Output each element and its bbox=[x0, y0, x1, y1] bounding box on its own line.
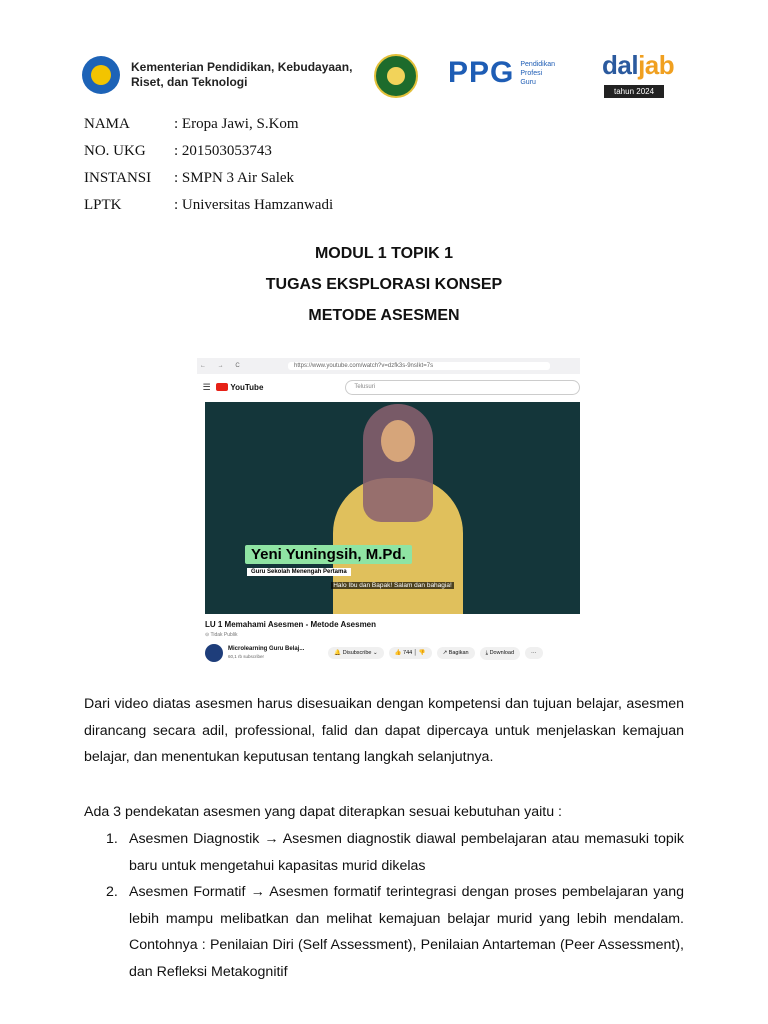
list-text: Asesmen Diagnostik → Asesmen diagnostik diawal pembelajaran atau memasuki topik baru untuk mengetahui kapasitas murid dikelas bbox=[129, 831, 684, 874]
daljab-mark-b: jab bbox=[638, 50, 675, 80]
kemdikbud-logo bbox=[82, 56, 352, 94]
browser-nav-icons: ← → C bbox=[200, 363, 245, 369]
channel-avatar bbox=[205, 644, 223, 662]
university-seal-icon bbox=[374, 54, 418, 98]
daljab-logo bbox=[602, 50, 674, 99]
info-value: : SMPN 3 Air Salek bbox=[174, 170, 295, 186]
lower-third-name: Yeni Yuningsih, M.Pd. bbox=[245, 545, 412, 564]
ppg-sub-3: Guru bbox=[520, 78, 536, 86]
youtube-header bbox=[197, 374, 580, 400]
heading-task: TUGAS EKSPLORASI KONSEP bbox=[265, 276, 503, 293]
list-item bbox=[84, 826, 684, 879]
like-pill: 👍 744 │ 👎 bbox=[389, 647, 432, 659]
identity-block bbox=[84, 116, 333, 224]
channel-name: Microlearning Guru Belaj... bbox=[228, 646, 305, 652]
info-value: : 201503053743 bbox=[174, 143, 272, 159]
youtube-search-box: Telusuri bbox=[345, 380, 580, 395]
info-row bbox=[84, 170, 333, 197]
info-key: INSTANSI bbox=[84, 170, 152, 186]
browser-bar bbox=[197, 358, 580, 374]
download-icon: ⤓ bbox=[485, 649, 489, 656]
ppg-logo bbox=[448, 56, 555, 90]
heading-topic: METODE ASESMEN bbox=[308, 307, 460, 324]
video-visibility: ⊝ Tidak Publik bbox=[205, 632, 238, 638]
daljab-year: tahun 2024 bbox=[604, 85, 664, 98]
subscribe-pill: 🔔 Disubscribe ⌄ bbox=[328, 647, 383, 659]
lower-third-role: Guru Sekolah Menengah Pertama bbox=[247, 568, 351, 576]
kemdikbud-name-line2: Riset, dan Teknologi bbox=[131, 75, 248, 89]
info-value: : Eropa Jawi, S.Kom bbox=[174, 116, 299, 132]
share-pill: ↗ Bagikan bbox=[437, 647, 475, 659]
thumbs-down-icon: 👎 bbox=[418, 650, 426, 656]
youtube-screenshot bbox=[197, 358, 580, 666]
kemdikbud-emblem-icon bbox=[82, 56, 120, 94]
info-value: : Universitas Hamzanwadi bbox=[174, 197, 334, 213]
hamburger-menu-icon: ☰ bbox=[202, 381, 211, 392]
paragraph-approaches: Ada 3 pendekatan asesmen yang dapat diterapkan sesuai kebutuhan yaitu : bbox=[84, 804, 562, 820]
kemdikbud-name-line1: Kementerian Pendidikan, Kebudayaan, bbox=[131, 60, 353, 74]
ppg-mark: PPG bbox=[448, 56, 515, 89]
info-key: LPTK bbox=[84, 197, 122, 213]
approach-list bbox=[84, 826, 684, 985]
download-pill: ⤓ Download bbox=[480, 647, 520, 660]
more-pill: ··· bbox=[525, 647, 543, 659]
info-row bbox=[84, 197, 333, 224]
info-key: NO. UKG bbox=[84, 143, 146, 159]
info-key: NAMA bbox=[84, 116, 130, 132]
youtube-logo: YouTube bbox=[216, 383, 263, 392]
browser-url: https://www.youtube.com/watch?v=dzfk3s-9nsIkt=7s bbox=[288, 362, 550, 370]
video-title: LU 1 Memahami Asesmen - Metode Asesmen bbox=[205, 620, 377, 629]
video-caption: Halo Ibu dan Bapak! Salam dan bahagia! bbox=[333, 582, 452, 589]
list-number: 1. bbox=[106, 831, 118, 847]
list-item bbox=[84, 879, 684, 985]
list-number: 2. bbox=[106, 884, 118, 900]
list-text: Asesmen Formatif → Asesmen formatif terintegrasi dengan proses pembelajaran yang lebih mampu melibatkan dan melihat kemajuan belajar murid yang lebih mendalam. Contohnya : Penilaian Diri (Self Assessment), Penilaian Antarteman (Peer Assessment), dan Refleksi Metakognitif bbox=[129, 884, 684, 980]
header-logos bbox=[82, 50, 687, 102]
channel-subscribers: 60,1 rb subscriber bbox=[228, 654, 265, 659]
channel-row bbox=[205, 643, 580, 663]
heading-module: MODUL 1 TOPIK 1 bbox=[314, 245, 454, 262]
bell-icon: 🔔 bbox=[334, 650, 342, 656]
ppg-sub-2: Profesi bbox=[520, 69, 543, 77]
paragraph-summary: Dari video diatas asesmen harus disesuaikan dengan kompetensi dan tujuan belajar, asesmen dirancang secara adil, professional, falid dan dapat dipercaya untuk menjelaskan kemajuan belajar, dan menentukan keputusan tentang langkah selanjutnya. bbox=[84, 696, 684, 765]
share-icon: ↗ bbox=[442, 650, 448, 656]
info-row bbox=[84, 116, 333, 143]
youtube-play-icon bbox=[216, 383, 228, 391]
video-frame bbox=[205, 402, 580, 614]
ppg-sub-1: Pendidikan bbox=[520, 60, 555, 68]
thumbs-up-icon: 👍 bbox=[394, 650, 402, 656]
daljab-mark-a: dal bbox=[602, 50, 639, 80]
info-row bbox=[84, 143, 333, 170]
